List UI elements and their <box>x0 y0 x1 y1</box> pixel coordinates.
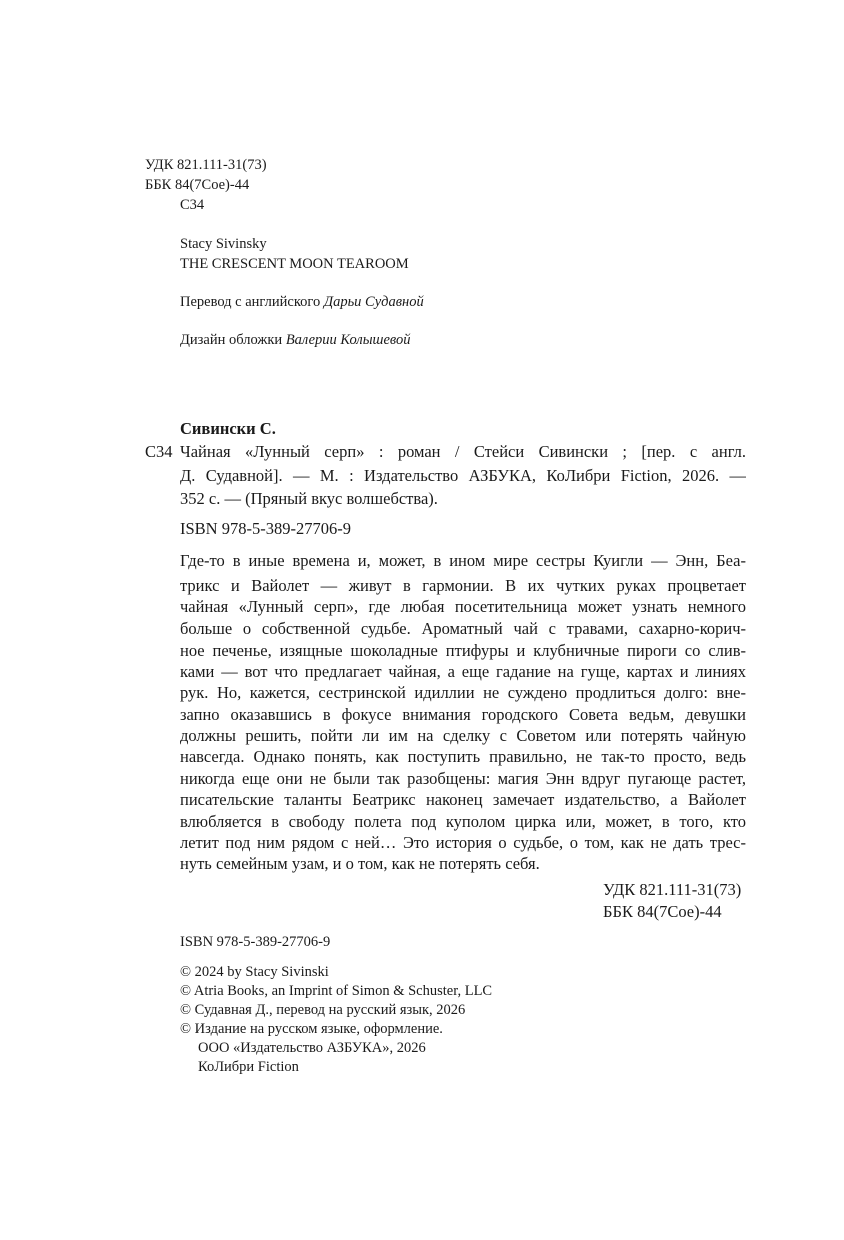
cover-prefix: Дизайн обложки <box>180 332 286 348</box>
annotation-line: писательские таланты Беатрикс наконец замечает издательство, а Вайолет <box>180 790 746 809</box>
bbk-code: ББК 84(7Сое)-44 <box>145 177 250 193</box>
copyright-line: © 2024 by Stacy Sivinski <box>180 964 329 980</box>
annotation-line: рук. Но, кажется, сестринской идиллии не суждено продлиться долго: вне- <box>180 683 746 702</box>
footer-udk-code: УДК 821.111-31(73) <box>603 880 742 899</box>
annotation-line: должны решить, пойти ли им на сделку с Советом или потерять чайную <box>180 726 746 745</box>
original-author: Stacy Sivinsky <box>180 236 267 252</box>
annotation-line: навсегда. Однако понять, как поступить правильно, не так-то просто, ведь <box>180 747 746 766</box>
footer-bbk-code: ББК 84(7Сое)-44 <box>603 902 722 921</box>
copyright-line: © Atria Books, an Imprint of Simon & Schuster, LLC <box>180 983 493 999</box>
udk-code: УДК 821.111-31(73) <box>145 157 267 173</box>
copyright-line: ООО «Издательство АЗБУКА», 2026 <box>198 1040 426 1056</box>
catalog-sign: С34 <box>145 442 173 461</box>
annotation-line: Где-то в иные времена и, может, в ином мире сестры Куигли — Энн, Беа- <box>180 551 746 570</box>
cover-credit <box>180 330 411 350</box>
annotation-line: ное печенье, изящные шоколадные птифуры и клубничные пироги со слив- <box>180 641 746 660</box>
copyright-line: КоЛибри Fiction <box>198 1059 299 1075</box>
annotation-line: ками — вот что предлагает чайная, а еще гадание на гуще, картах и линиях <box>180 662 746 681</box>
annotation-line: влюбляется в свободу полета под куполом цирка или, может, в того, кто <box>180 812 746 831</box>
annotation-line: нуть семейным узам, и о том, как не потерять себя. <box>180 854 540 873</box>
cover-designer-name: Валерии Колышевой <box>285 332 411 348</box>
annotation-line: чайная «Лунный серп», где любая посетительница может узнать немного <box>180 597 746 616</box>
annotation-line: никогда еще они не были так разобщены: магия Энн вдруг пугающе растет, <box>180 769 746 788</box>
original-title: THE CRESCENT MOON TEAROOM <box>180 256 409 272</box>
copyright-isbn: ISBN 978-5-389-27706-9 <box>180 934 331 950</box>
translation-prefix: Перевод с английского <box>180 294 324 310</box>
catalog-isbn: ISBN 978-5-389-27706-9 <box>180 519 351 538</box>
translation-credit <box>180 292 424 312</box>
catalog-line: Чайная «Лунный серп» : роман / Стейси Сивински ; [пер. с англ. <box>180 442 746 461</box>
catalog-line: Д. Судавной]. — М. : Издательство АЗБУКА, КоЛибри Fiction, 2026. — <box>180 466 746 485</box>
catalog-line: 352 с. — (Пряный вкус волшебства). <box>180 489 438 508</box>
catalog-heading: Сивински С. <box>180 419 276 438</box>
annotation-line: летит под ним рядом с ней… Это история о судьбе, о том, как не дать трес- <box>180 833 746 852</box>
author-sign: С34 <box>180 197 205 213</box>
translator-name: Дарьи Судавной <box>323 294 424 310</box>
annotation-line: запно оказавшись в фокусе внимания городского Совета ведьм, девушки <box>180 705 746 724</box>
annotation-line: трикс и Вайолет — живут в гармонии. В их чутких руках процветает <box>180 576 746 595</box>
copyright-line: © Судавная Д., перевод на русский язык, 2026 <box>180 1002 466 1018</box>
copyright-line: © Издание на русском языке, оформление. <box>180 1021 443 1037</box>
annotation-line: больше о собственной судьбе. Ароматный чай с травами, сахарно-корич- <box>180 619 746 638</box>
